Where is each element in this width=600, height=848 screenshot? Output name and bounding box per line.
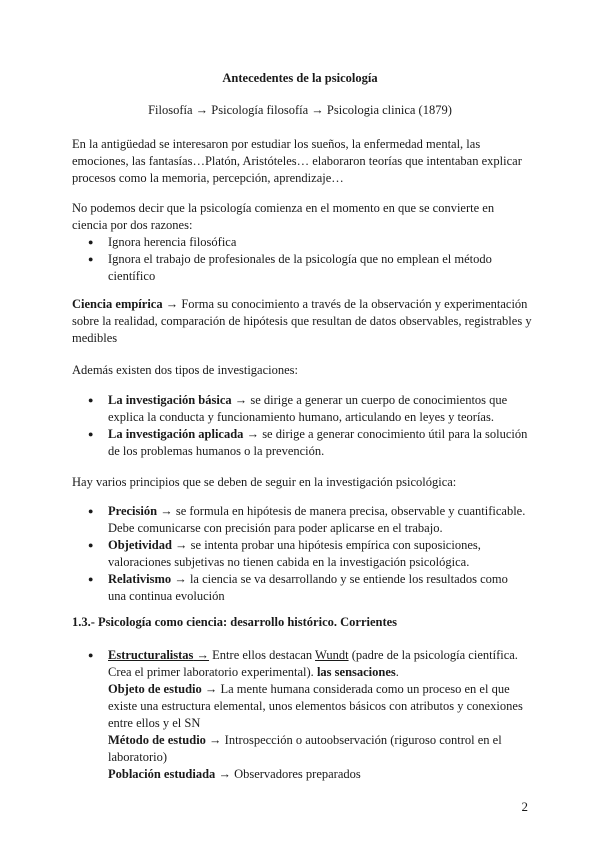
list-item xyxy=(72,426,528,460)
empirical-text: → Forma su conocimiento a través de la observación y experimentación sobre la realidad, comparación de hipótesis que resultan de datos observables, registrables y medibles xyxy=(72,297,532,345)
list-item xyxy=(72,392,528,426)
list-item xyxy=(72,571,528,605)
population-term: Población estudiada xyxy=(108,767,216,781)
structuralists-list xyxy=(72,647,528,783)
structuralists-dot: . xyxy=(395,665,399,679)
principle-text: → se formula en hipótesis de manera precisa, observable y cuantificable. Debe comunicarse con precisión para poder aplicarse en el trabajo. xyxy=(108,504,526,535)
structuralists-arrow: → xyxy=(193,648,210,662)
type-text: → se dirige a generar un cuerpo de conocimientos que explica la conducta y funcionamiento humano, articulando en leyes y teorías. xyxy=(108,393,508,424)
empirical-paragraph xyxy=(72,296,532,347)
principle-term: Precisión xyxy=(108,504,158,518)
page-subtitle: Filosofía → Psicología filosofía → Psicologia clinica (1879) xyxy=(148,103,452,117)
type-term: La investigación aplicada xyxy=(108,427,244,441)
principles-list xyxy=(72,503,528,605)
structuralists-term: Estructuralistas xyxy=(108,648,194,662)
method-text: → Introspección o autoobservación (riguroso control en el laboratorio) xyxy=(108,733,502,764)
list-item: ● Ignora herencia filosófica xyxy=(72,234,528,251)
principle-term: Relativismo xyxy=(108,572,172,586)
structuralists-bold-tail: las sensaciones xyxy=(316,665,396,679)
principle-term: Objetividad xyxy=(108,538,172,552)
list-item: ● Ignora el trabajo de profesionales de la psicología que no emplean el método científico xyxy=(72,251,528,285)
method-term: Método de estudio xyxy=(108,733,206,747)
list-item xyxy=(72,503,528,537)
types-list xyxy=(72,392,528,460)
population-line xyxy=(108,766,528,783)
type-term: La investigación básica xyxy=(108,393,232,407)
wundt-name: Wundt xyxy=(315,648,349,662)
principles-intro: Hay varios principios que se deben de seguir en la investigación psicológica: xyxy=(72,475,457,489)
intro-paragraph: En la antigüedad se interesaron por estudiar los sueños, la enfermedad mental, las emociones, las fantasías…Platón, Aristóteles… elaboraron teorías que intentaban explicar procesos como la memoria, percepción, aprendizaje… xyxy=(72,137,522,185)
list-item xyxy=(72,647,528,783)
type-text: → se dirige a generar conocimiento útil para la solución de los problemas humanos o la prevención. xyxy=(108,427,528,458)
list-item xyxy=(72,537,528,571)
structuralists-text-a: Entre ellos destacan xyxy=(209,648,316,662)
object-line xyxy=(108,681,528,732)
structuralists-text-b: (padre de la psicología científica. Crea el primer laboratorio experimental). xyxy=(108,648,518,679)
population-text: → Observadores preparados xyxy=(215,767,361,781)
method-line xyxy=(108,732,528,766)
object-term: Objeto de estudio xyxy=(108,682,202,696)
page-title: Antecedentes de la psicología xyxy=(222,71,378,85)
object-text: → La mente humana considerada como un proceso en el que existe una estructura elemental, unos elementos básicos con atributos y conexiones entre ellos y el SN xyxy=(108,682,523,730)
reasons-list xyxy=(72,234,528,285)
page-number: 2 xyxy=(521,799,528,814)
reasons-intro: No podemos decir que la psicología comienza en el momento en que se convierte en ciencia por dos razones: xyxy=(72,201,495,232)
principle-text: → la ciencia se va desarrollando y se entiende los resultados como una continua evolución xyxy=(108,572,508,603)
section-heading: 1.3.- Psicología como ciencia: desarrollo histórico. Corrientes xyxy=(72,615,398,629)
principle-text: → se intenta probar una hipótesis empírica con suposiciones, valoraciones subjetivas no tienen cabida en la investigación psicológica. xyxy=(108,538,481,569)
types-intro: Además existen dos tipos de investigaciones: xyxy=(72,363,299,377)
empirical-term: Ciencia empírica xyxy=(72,297,163,311)
